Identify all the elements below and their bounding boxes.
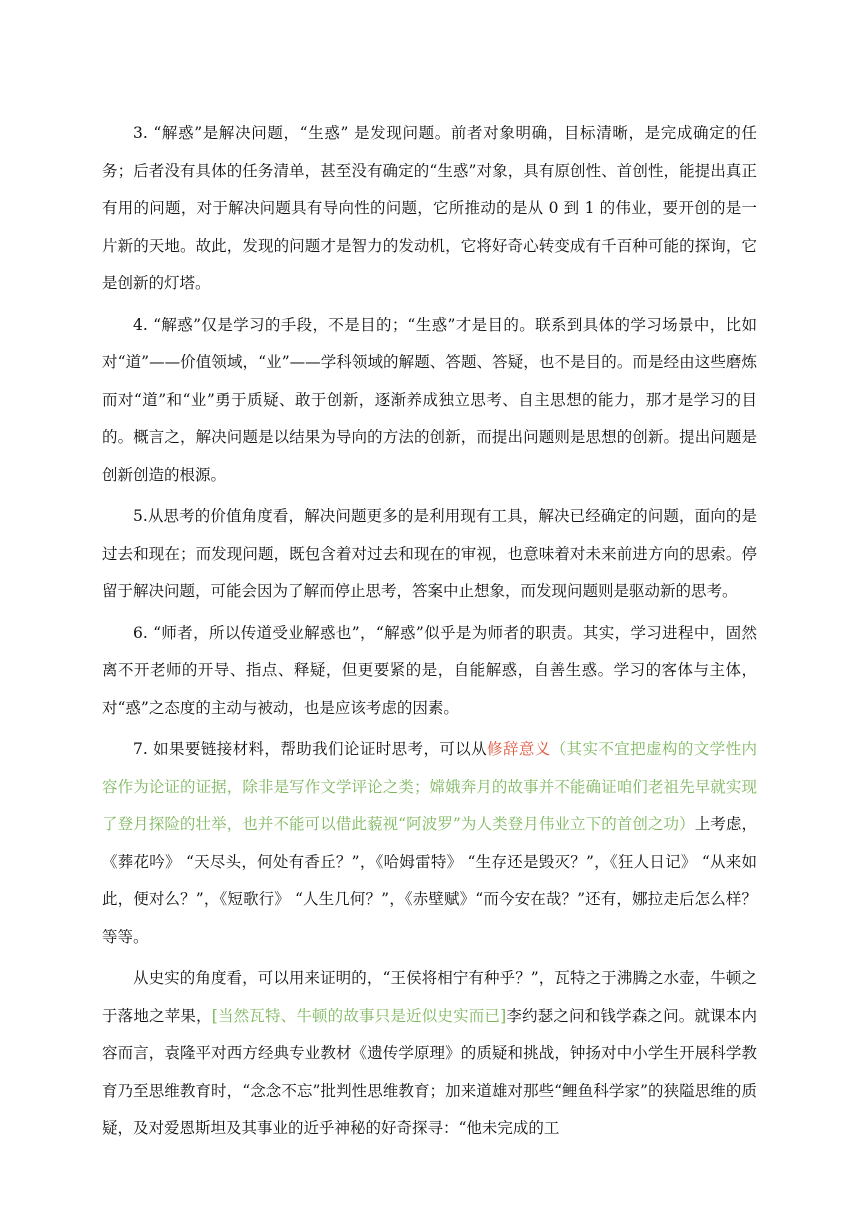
annotation-note-history: [当然瓦特、牛顿的故事只是近似史实而已] [211, 1006, 507, 1025]
paragraph-4-text: 4. “解惑”仅是学习的手段，不是目的；“生惑”才是目的。联系到具体的学习场景中，比如对“道”——价值领域，“业”——学科领域的解题、答题、答疑，也不是目的。而是经由这些磨炼而对“道”和“业”勇于质疑、敢于创新，逐渐养成独立思考、自主思想的能力，那才是学习的目的。概言之，解决问题是以结果为导向的方法的创新，而提出问题则是思想的创新。提出问题是创新创造的根源。 [102, 315, 757, 484]
paragraph-5-text: 5.从思考的价值角度看，解决问题更多的是利用现有工具，解决已经确定的问题，面向的是过去和现在；而发现问题，既包含着对过去和现在的审视，也意味着对未来前进方向的思索。停留于解决问题，可能会因为了解而停止思考，答案中止想象，而发现问题则是驱动新的思考。 [102, 507, 757, 600]
paragraph-history-tail: 李约瑟之问和钱学森之问。就课本内容而言，袁隆平对西方经典专业教材《遗传学原理》的质疑和挑战，钟扬对中小学生开展科学教育乃至思维教育时，“念念不忘”批判性思维教育；加来道雄对那些“鲤鱼科学家”的狭隘思维的质疑，及对爱恩斯坦及其事业的近乎神秘的好奇探寻：“他未完成的工 [102, 1006, 757, 1137]
paragraph-7-lead: 7. 如果要链接材料，帮助我们论证时思考，可以从 [133, 740, 488, 758]
paragraph-6 [102, 615, 757, 728]
paragraph-3 [102, 115, 757, 303]
document-body [102, 115, 757, 1152]
paragraph-history-lead: 从史实的角度看，可以用来证明的，“王侯将相宁有种乎？”，瓦特之于沸腾之水壶，牛顿之于落地之苹果， [102, 969, 757, 1025]
paragraph-6-text: 6. “师者，所以传道受业解惑也”，“解惑”似乎是为师者的职责。其实，学习进程中，固然离不开老师的开导、指点、释疑，但更要紧的是，自能解惑，自善生惑。学习的客体与主体，对“惑”之态度的主动与被动，也是应该考虑的因素。 [102, 623, 757, 717]
paragraph-3-text: 3. “解惑”是解决问题，“生惑” 是发现问题。前者对象明确，目标清晰，是完成确定的任务；后者没有具体的任务清单，甚至没有确定的“生惑”对象，具有原创性、首创性，能提出真正有用的问题，对于解决问题具有导向性的问题，它所推动的是从 0 到 1 的伟业，要开创的是一片新的天地。故此，发现的问题才是智力的发动机，它将好奇心转变成有千百种可能的探询，它是创新的灯塔。 [102, 124, 757, 292]
paragraph-5 [102, 498, 757, 611]
annotation-note: （其实不宜把虚构的文学性内容作为论证的证据，除非是写作文学评论之类；嫦娥奔月的故事并不能确证咱们老祖先早就实现了登月探险的壮举，也并不能可以借此藐视“阿波罗”为人类登月伟业立下的首创之功） [102, 740, 757, 833]
paragraph-7 [102, 731, 757, 956]
paragraph-7-tail: 上考虑，《葬花吟》 “天尽头，何处有香丘？”，《哈姆雷特》 “生存还是毁灭？”，《狂人日记》 “从来如此，便对么？”，《短歌行》 “人生几何？”，《赤壁赋》“而今安在哉？”还有，娜拉走后怎么样？等等。 [102, 815, 757, 946]
paragraph-history [102, 960, 757, 1148]
paragraph-4 [102, 307, 757, 495]
rhetoric-term-highlight: 修辞意义 [487, 740, 551, 758]
